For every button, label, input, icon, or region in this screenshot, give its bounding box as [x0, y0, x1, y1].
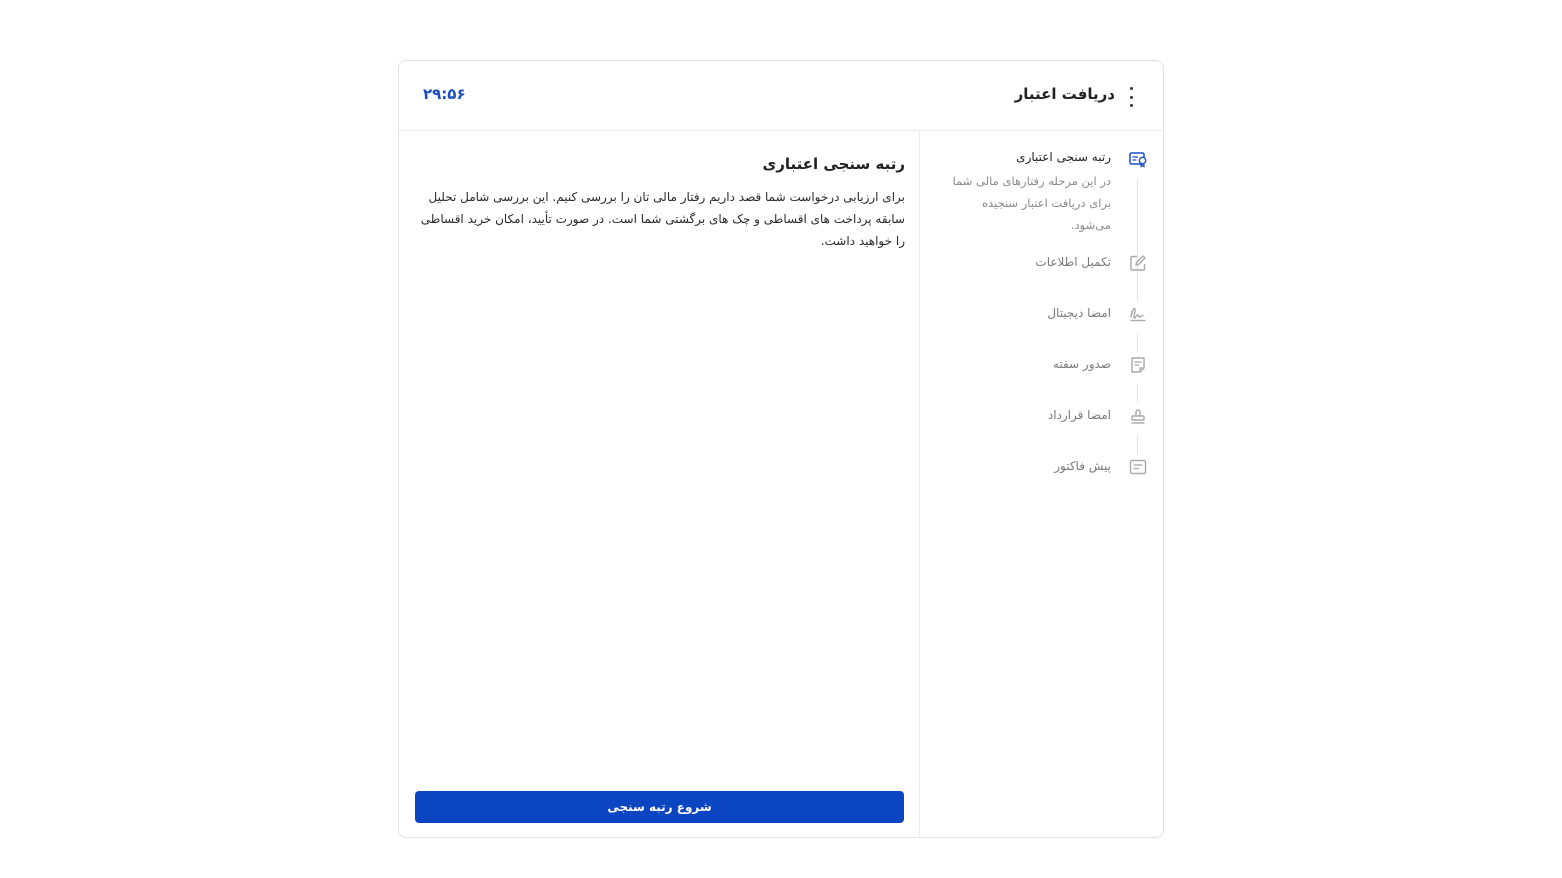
step-title: رتبه سنجی اعتباری [1016, 150, 1111, 164]
step-connector [1137, 179, 1138, 297]
section-description: برای ارزیابی درخواست شما قصد داریم رفتار مالی تان را بررسی کنیم. این بررسی شامل تحلیل سابقه پرداخت های اقساطی و چک های برگشتی شما است. در صورت تأیید، امکان خرید اقساطی را خواهید داشت. [420, 190, 905, 248]
invoice-icon [1129, 458, 1147, 476]
step-title: تکمیل اطلاعات [1035, 255, 1111, 269]
step-connector [1137, 384, 1138, 403]
step-connector [1137, 435, 1138, 454]
credit-card-panel [398, 60, 1164, 838]
section-title: رتبه سنجی اعتباری [762, 155, 905, 173]
stamp-icon [1129, 407, 1147, 425]
signature-icon [1129, 305, 1147, 323]
page-title: دریافت اعتبار [1014, 85, 1115, 103]
step-title: پیش فاکتور [1054, 459, 1111, 473]
steps-sidebar [919, 131, 1163, 838]
countdown-timer: ۲۹:۵۶ [423, 85, 466, 103]
main-content [399, 131, 921, 838]
panel-header [399, 61, 1163, 131]
step-connector [1137, 282, 1138, 301]
start-rating-button[interactable]: شروع رتبه سنجی [415, 791, 904, 823]
step-connector [1137, 333, 1138, 352]
document-icon [1129, 356, 1147, 374]
step-title: صدور سفته [1052, 357, 1111, 371]
more-options-icon[interactable] [1125, 87, 1137, 107]
credit-card-icon [1129, 150, 1147, 168]
step-title: امضا دیجیتال [1047, 306, 1111, 320]
edit-icon [1129, 254, 1147, 272]
step-title: امضا قرارداد [1047, 408, 1111, 422]
step-description: در این مرحله رفتارهای مالی شما برای دریافت اعتبار سنجیده می‌شود. [952, 174, 1111, 232]
